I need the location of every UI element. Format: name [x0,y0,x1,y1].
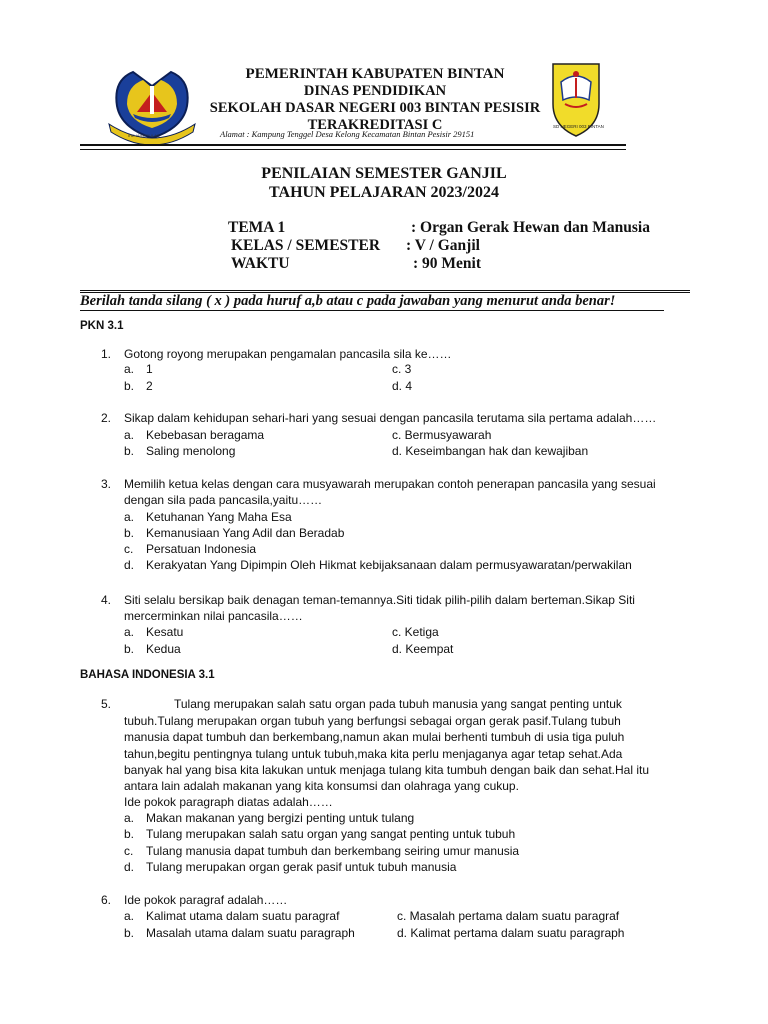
option-c[interactable]: Tulang manusia dapat tumbuh dan berkembang seiring umur manusia [146,844,520,858]
kelas-value: : V / Ganjil [406,237,480,254]
option-letter: b. [124,444,135,458]
option-d[interactable]: d. Keempat [392,642,454,656]
section-bahasa-indonesia: BAHASA INDONESIA 3.1 [80,669,215,681]
question-text-line-1: Siti selalu bersikap baik denagan teman-temannya.Siti tidak pilih-pilih dalam berteman.Sikap Siti [124,593,635,607]
instruction: Berilah tanda silang ( x ) pada huruf a,b atau c pada jawaban yang menurut anda benar! [80,293,616,309]
tema-value: : Organ Gerak Hewan dan Manusia [411,219,650,236]
option-d[interactable]: Kerakyatan Yang Dipimpin Oleh Hikmat kebijaksanaan dalam permusyawaratan/perwakilan [146,558,632,572]
option-a[interactable]: Kalimat utama dalam suatu paragraf [146,909,340,923]
instruction-rule-top [80,290,690,291]
logo-left-caption: IHE IAHIPPULAN [128,133,160,138]
letterhead-school: SEKOLAH DASAR NEGERI 003 BINTAN PESISIR [209,100,541,116]
option-c[interactable]: c. Masalah pertama dalam suatu paragraf [397,909,620,923]
passage-line-6: antara lain adalah makanan yang kita konsumsi dan olahraga yang cukup. [124,779,519,793]
option-a[interactable]: Kesatu [146,625,184,639]
question-number: 3. [101,477,112,491]
passage-line-3: manusia dapat tumbuh dan berkembang,namun akan mulai berhenti tumbuh di usia tiga puluh [124,730,625,744]
question-text: Ide pokok paragraf adalah…… [124,893,288,907]
passage-line-1: Tulang merupakan salah satu organ pada tubuh manusia yang sangat penting untuk [174,697,622,711]
option-b[interactable]: Tulang merupakan salah satu organ yang sangat penting untuk tubuh [146,827,516,841]
instruction-rule-bottom [80,310,664,311]
option-letter: a. [124,909,135,923]
exam-title: PENILAIAN SEMESTER GANJIL [261,165,507,182]
question-number: 1. [101,347,112,361]
option-letter: b. [124,379,135,393]
option-c[interactable]: Persatuan Indonesia [146,542,257,556]
letterhead [190,66,560,134]
question-text-line-2: mercerminkan nilai pancasila…… [124,609,303,623]
section-pkn: PKN 3.1 [80,320,124,332]
option-letter: b. [124,827,135,841]
option-letter: d. [124,860,135,874]
question-number: 6. [101,893,112,907]
tema-label: TEMA 1 [228,219,286,236]
passage-line-4: tahun,begitu pentingnya tulang untuk tubuh,maka kita perlu menjaganya agar tetap sehat.Ada [124,747,623,761]
option-a[interactable]: 1 [146,362,153,376]
exam-year: TAHUN PELAJARAN 2023/2024 [269,184,499,201]
letterhead-accreditation: TERAKREDITASI C [307,117,443,133]
option-c[interactable]: c. Ketiga [392,625,439,639]
option-letter: a. [124,510,135,524]
option-letter: a. [124,362,135,376]
option-letter: c. [124,542,134,556]
waktu-value: : 90 Menit [413,255,482,272]
option-d[interactable]: d. Kalimat pertama dalam suatu paragraph [397,926,625,940]
option-b[interactable]: 2 [146,379,153,393]
option-d[interactable]: d. Keseimbangan hak dan kewajiban [392,444,589,458]
option-a[interactable]: Makan makanan yang bergizi penting untuk tulang [146,811,415,825]
option-letter: d. [124,558,135,572]
letterhead-government: PEMERINTAH KABUPATEN BINTAN [245,66,505,82]
passage-line-5: banyak hal yang bisa kita lakukan untuk menjaga tulang kita tumbuh dengan baik dan sehat.Hal itu [124,763,650,777]
option-letter: a. [124,625,135,639]
option-letter: c. [124,844,134,858]
question-text-line-1: Memilih ketua kelas dengan cara musyawarah merupakan contoh penerapan pancasila yang sesuai [124,477,656,491]
option-b[interactable]: Kedua [146,642,181,656]
option-letter: a. [124,428,135,442]
option-letter: b. [124,526,135,540]
option-b[interactable]: Kemanusiaan Yang Adil dan Beradab [146,526,345,540]
logo-right-caption: SD NEGERI 003 BINTAN [553,124,604,129]
letterhead-department: DINAS PENDIDIKAN [303,83,447,99]
question-number: 2. [101,411,112,425]
question-text: Gotong royong merupakan pengamalan pancasila sila ke…… [124,347,452,361]
option-letter: b. [124,926,135,940]
option-c[interactable]: c. 3 [392,362,412,376]
option-c[interactable]: c. Bermusyawarah [392,428,492,442]
question-text: Sikap dalam kehidupan sehari-hari yang sesuai dengan pancasila terutama sila pertama adalah…… [124,411,657,425]
waktu-label: WAKTU [231,255,290,272]
question-text: Ide pokok paragraph diatas adalah…… [124,795,333,809]
option-d[interactable]: Tulang merupakan organ gerak pasif untuk tubuh manusia [146,860,457,874]
option-b[interactable]: Masalah utama dalam suatu paragraph [146,926,355,940]
option-letter: b. [124,642,135,656]
question-text-line-2: dengan sila pada pancasila,yaitu…… [124,493,323,507]
option-a[interactable]: Ketuhanan Yang Maha Esa [146,510,292,524]
passage-line-2: tubuh.Tulang merupakan organ tubuh yang berfungsi sebagai organ gerak pasif.Tulang tubuh [124,714,621,728]
kelas-label: KELAS / SEMESTER [231,237,381,254]
option-d[interactable]: d. 4 [392,379,413,393]
option-b[interactable]: Saling menolong [146,444,236,458]
letterhead-rule [80,144,626,146]
option-letter: a. [124,811,135,825]
question-number: 5. [101,697,112,711]
letterhead-address: Alamat : Kampung Tenggel Desa Kelong Kecamatan Bintan Pesisir 29151 [220,129,475,139]
option-a[interactable]: Kebebasan beragama [146,428,265,442]
question-number: 4. [101,593,112,607]
letterhead-rule-thin [80,149,626,150]
